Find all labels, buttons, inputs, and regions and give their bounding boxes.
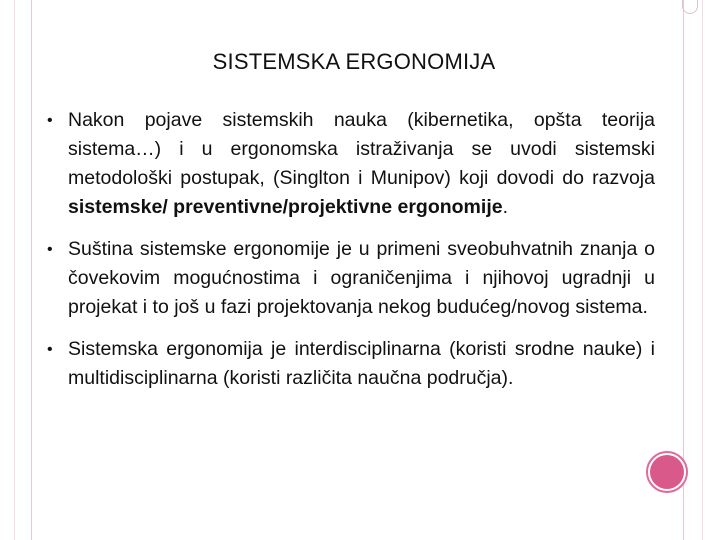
bullet-dot-icon: • bbox=[47, 341, 53, 358]
bullet-list bbox=[47, 106, 655, 406]
bullet-dot-icon: • bbox=[47, 112, 53, 129]
right-frame-border bbox=[683, 0, 703, 540]
bullet-dot-icon: • bbox=[47, 241, 53, 258]
bullet-2-text: Suština sistemske ergonomije je u primeni sveobuhvatnih znanja o čovekovim mogućnostima i ograničenjima i njihovoj ugradnji u projekat i to još u fazi projektovanja nekog budućeg/novog sistema. bbox=[68, 238, 655, 318]
bullet-1-bold-text: sistemske/ preventivne/projektivne ergonomije bbox=[68, 196, 503, 218]
left-frame-border bbox=[14, 0, 32, 540]
decorative-circle-icon bbox=[650, 455, 684, 489]
slide-title: SISTEMSKA ERGONOMIJA bbox=[212, 49, 496, 74]
bullet-3-text: Sistemska ergonomija je interdisciplinarna (koristi srodne nauke) i multidisciplinarna (koristi različita naučna područja). bbox=[68, 338, 655, 389]
bullet-1-tail: . bbox=[502, 196, 509, 218]
bullet-item-2 bbox=[47, 235, 655, 322]
bullet-1-text: Nakon pojave sistemskih nauka (kibernetika, opšta teorija sistema…) i u ergonomska istraživanja se uvodi sistemski metodološki postupak, (Singlton i Munipov) koji dovodi do razvoja bbox=[68, 109, 655, 189]
bullet-item-3 bbox=[47, 335, 655, 393]
bullet-item-1 bbox=[47, 106, 655, 222]
